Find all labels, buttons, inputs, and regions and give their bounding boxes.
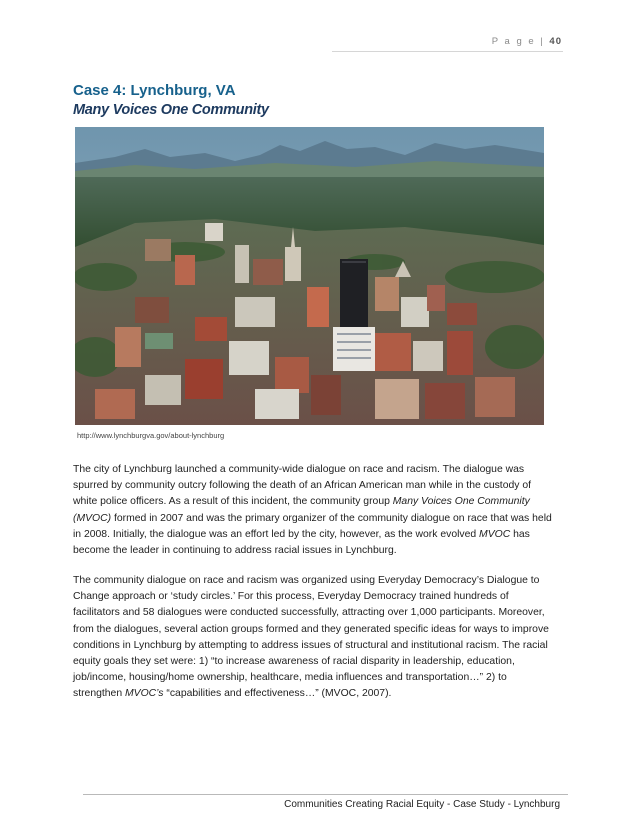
case-title: Case 4: Lynchburg, VA	[73, 82, 236, 99]
mvoc-emphasis: MVOC’s	[125, 688, 164, 700]
mvoc-emphasis: MVOC	[479, 528, 511, 540]
lynchburg-aerial-photo	[75, 127, 544, 425]
photo-caption: http://www.lynchburgva.gov/about-lynchburg	[77, 431, 225, 440]
header-rule	[332, 51, 563, 52]
page-separator: |	[540, 36, 545, 47]
footer-rule	[83, 794, 568, 795]
page-header	[492, 36, 562, 47]
page-label: P a g e	[491, 36, 536, 47]
page-number: 40	[549, 36, 562, 47]
paragraph-2: The community dialogue on race and racism was organized using Everyday Democracy’s Dialogue to Change approach or ‘study circles.’ For this process, Everyday Democracy trained hundreds of facilitators and 58 dialogues were conducted successfully, attracting over 1,000 participants. Moreover, from the dialogues, several action groups formed and they generated specific ideas for ways to improve conditions in Lynchburg by attempting to address issues of structural and institutional racism. The racial equity goals they set were: 1) “to increase awareness of racial disparity in leadership, education, job/income, housing/home ownership, healthcare, media influences and transportation…” 2) to strengthen MVOC’s “capabilities and effectiveness…” (MVOC, 2007).	[73, 575, 549, 700]
page-footer: Communities Creating Racial Equity - Case Study - Lynchburg	[284, 799, 560, 810]
paragraph-1: The city of Lynchburg launched a community-wide dialogue on race and racism. The dialogue was spurred by community outcry following the death of an African American man while in the custody of white police officers. As a result of this incident, the community group Many Voices One Community (MVOC) formed in 2007 and was the primary organizer of the community dialogue on race that was held in 2008. Initially, the dialogue was an effort led by the city, however, as the work evolved MVOC has become the leader in continuing to address racial issues in Lynchburg.	[73, 464, 552, 557]
group-name-emphasis: Many Voices One Community (MVOC)	[73, 496, 530, 524]
case-subtitle: Many Voices One Community	[73, 102, 269, 118]
